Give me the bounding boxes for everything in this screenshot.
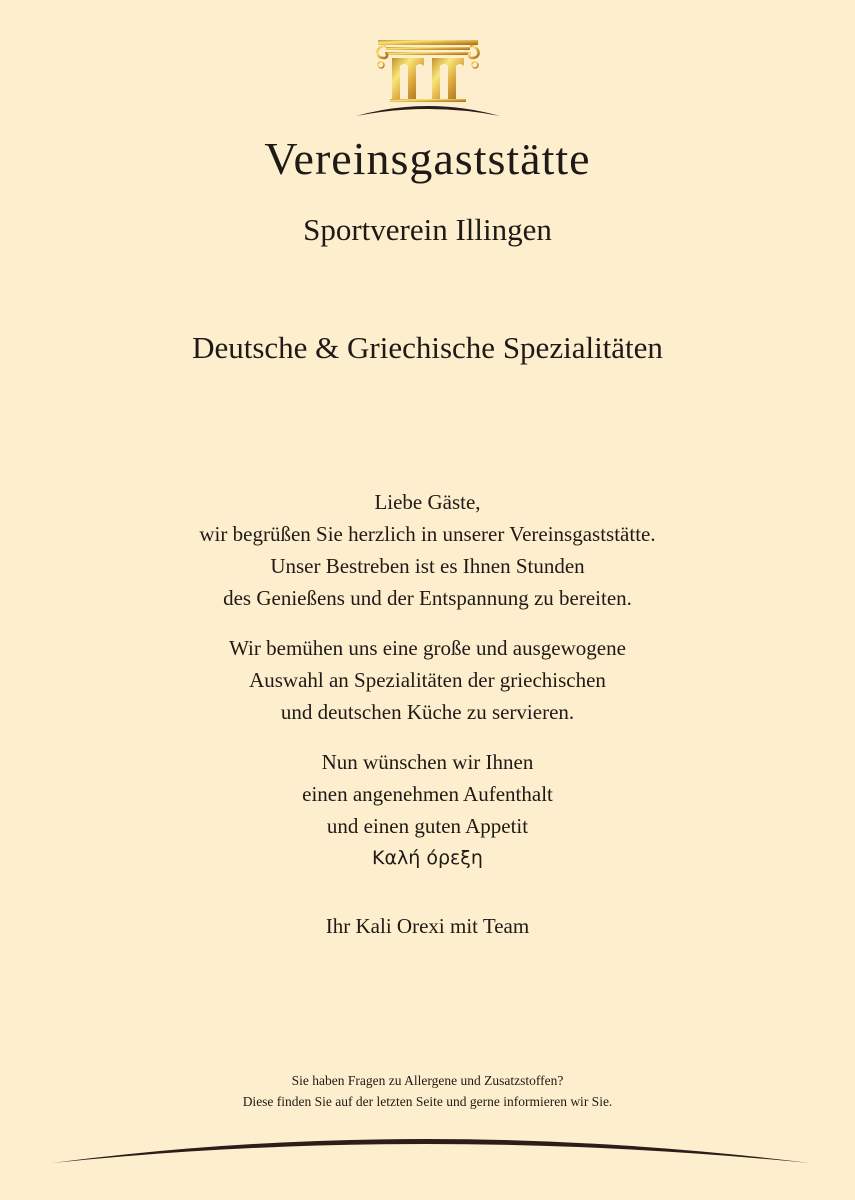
wish-line: und einen guten Appetit [326, 814, 529, 838]
offer-line: und deutschen Küche zu servieren. [280, 700, 575, 724]
intro-line: Unser Bestreben ist es Ihnen Stunden [270, 554, 585, 578]
welcome-wish [0, 746, 855, 874]
signature [0, 910, 855, 942]
welcome-intro [0, 486, 855, 614]
allergen-note-line: Diese finden Sie auf der letzten Seite und gerne informieren wir Sie. [242, 1094, 613, 1109]
club-name: Sportverein Illingen [303, 212, 552, 247]
intro-line: des Genießens und der Entspannung zu bereiten. [223, 586, 632, 610]
intro-line: wir begrüßen Sie herzlich in unserer Vereinsgaststätte. [199, 522, 656, 546]
wish-line: Nun wünschen wir Ihnen [321, 750, 534, 774]
decorative-arc [0, 1120, 855, 1180]
allergen-note [0, 1070, 855, 1112]
offer-line: Wir bemühen uns eine große und ausgewogene [229, 636, 626, 660]
allergen-note-line: Sie haben Fragen zu Allergene und Zusatzstoffen? [291, 1073, 564, 1088]
specialties-heading: Deutsche & Griechische Spezialitäten [192, 330, 663, 365]
page-title: Vereinsgaststätte [264, 133, 591, 184]
wish-line: einen angenehmen Aufenthalt [302, 782, 553, 806]
intro-line: Liebe Gäste, [374, 490, 481, 514]
greek-greeting: Καλή όρεξη [372, 847, 483, 869]
welcome-offer [0, 632, 855, 728]
offer-line: Auswahl an Spezialitäten der griechischen [249, 668, 606, 692]
signature-line: Ihr Kali Orexi mit Team [325, 914, 530, 938]
greek-column-icon [352, 36, 504, 120]
